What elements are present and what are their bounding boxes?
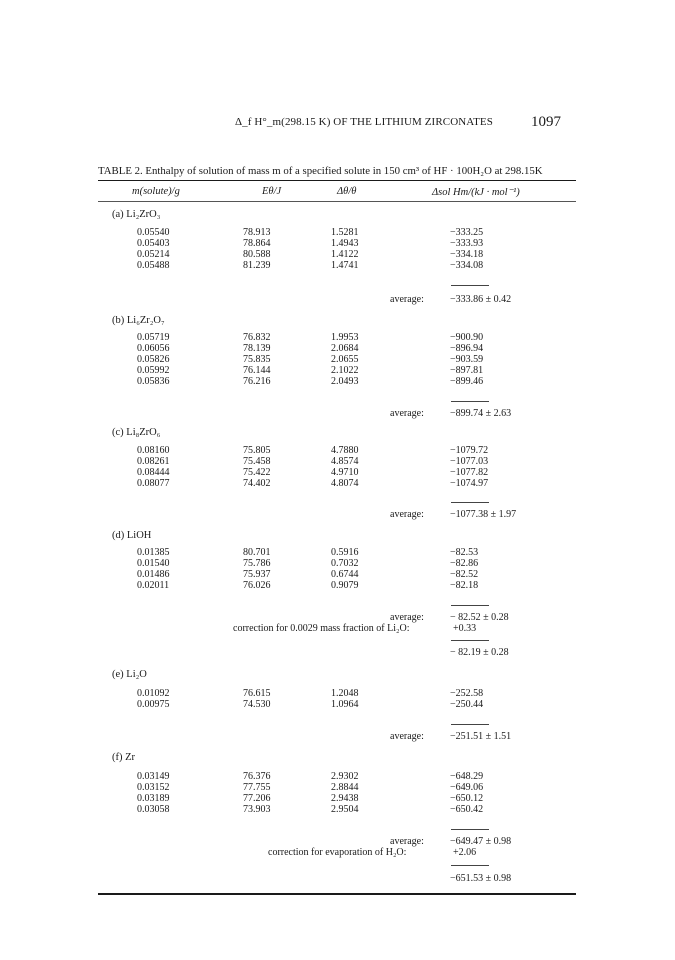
table-cell: 0.01092 — [137, 688, 170, 699]
table-cell: 4.9710 — [331, 467, 359, 478]
table-cell: 2.9504 — [331, 804, 359, 815]
correction-label-f: correction for evaporation of H₂O: — [268, 847, 407, 858]
table-cell: 4.8074 — [331, 478, 359, 489]
section-label-e: (e) Li₂O — [112, 669, 147, 680]
average-value-a: −333.86 ± 0.42 — [450, 294, 512, 305]
table-bottom-rule — [98, 893, 576, 895]
average-label: average: — [390, 836, 424, 847]
table-cell: 4.8574 — [331, 456, 359, 467]
table-cell: 75.937 — [243, 569, 271, 580]
table-cell: −900.90 — [450, 332, 484, 343]
table-cell: 77.206 — [243, 793, 271, 804]
average-label: average: — [390, 294, 424, 305]
header-mass: m(solute)/g — [132, 186, 180, 197]
table-cell: 78.913 — [243, 227, 271, 238]
sum-line — [451, 285, 489, 286]
average-label: average: — [390, 731, 424, 742]
correction-value-f: +2.06 — [453, 847, 477, 858]
table-cell: −897.81 — [450, 365, 484, 376]
table-cell: 1.4943 — [331, 238, 359, 249]
average-value-c: −1077.38 ± 1.97 — [450, 509, 517, 520]
table-cell: 74.530 — [243, 699, 271, 710]
table-cell: 0.08261 — [137, 456, 170, 467]
table-cell: 0.02011 — [137, 580, 170, 591]
table-cell: 81.239 — [243, 260, 271, 271]
table-cell: 0.7032 — [331, 558, 359, 569]
table-cell: −899.46 — [450, 376, 484, 387]
table-cell: 76.832 — [243, 332, 271, 343]
table-cell: 0.03152 — [137, 782, 170, 793]
table-cell: 80.588 — [243, 249, 271, 260]
header-delta-theta: Δθ/θ — [337, 186, 357, 197]
table-cell: 2.1022 — [331, 365, 359, 376]
average-value-b: −899.74 ± 2.63 — [450, 408, 512, 419]
table-cell: 0.9079 — [331, 580, 359, 591]
average-value-d: − 82.52 ± 0.28 — [450, 612, 509, 623]
table-cell: 1.0964 — [331, 699, 359, 710]
average-value-e: −251.51 ± 1.51 — [450, 731, 512, 742]
table-cell: 0.08077 — [137, 478, 170, 489]
table-cell: −82.86 — [450, 558, 479, 569]
table-cell: 0.05214 — [137, 249, 170, 260]
table-header-rule — [98, 201, 576, 202]
final-value-d: − 82.19 ± 0.28 — [450, 647, 509, 658]
table-cell: 76.376 — [243, 771, 271, 782]
section-label-a: (a) Li₂ZrO₃ — [112, 209, 161, 220]
table-cell: 0.01486 — [137, 569, 170, 580]
table-cell: 78.864 — [243, 238, 271, 249]
correction-label-d: correction for 0.0029 mass fraction of Li₂O: — [233, 623, 410, 634]
table-cell: 75.835 — [243, 354, 271, 365]
sum-line — [451, 502, 489, 503]
table-cell: −334.08 — [450, 260, 484, 271]
table-cell: −82.53 — [450, 547, 479, 558]
table-cell: −333.25 — [450, 227, 484, 238]
table-cell: −648.29 — [450, 771, 484, 782]
table-cell: 2.0493 — [331, 376, 359, 387]
table-cell: 76.144 — [243, 365, 271, 376]
table-cell: 0.01385 — [137, 547, 170, 558]
table-cell: 1.4741 — [331, 260, 359, 271]
table-cell: 75.422 — [243, 467, 271, 478]
table-cell: −1079.72 — [450, 445, 489, 456]
sum-line — [451, 829, 489, 830]
section-label-c: (c) Li₈ZrO₆ — [112, 427, 161, 438]
table-cell: 0.03149 — [137, 771, 170, 782]
table-cell: 75.805 — [243, 445, 271, 456]
page-number: 1097 — [531, 114, 561, 130]
table-cell: 78.139 — [243, 343, 271, 354]
table-cell: −82.52 — [450, 569, 479, 580]
table-cell: 0.01540 — [137, 558, 170, 569]
correction-value-d: +0.33 — [453, 623, 477, 634]
sum-line — [451, 865, 489, 866]
sum-line — [451, 605, 489, 606]
sum-line — [451, 401, 489, 402]
table-cell: 0.05403 — [137, 238, 170, 249]
table-cell: −252.58 — [450, 688, 484, 699]
table-cell: −82.18 — [450, 580, 479, 591]
table-cell: 0.06056 — [137, 343, 170, 354]
table-cell: −650.42 — [450, 804, 484, 815]
final-value-f: −651.53 ± 0.98 — [450, 873, 512, 884]
table-cell: −650.12 — [450, 793, 484, 804]
table-cell: 77.755 — [243, 782, 271, 793]
table-cell: 74.402 — [243, 478, 271, 489]
table-cell: 0.05826 — [137, 354, 170, 365]
table-cell: 4.7880 — [331, 445, 359, 456]
section-label-d: (d) LiOH — [112, 530, 152, 541]
header-enthalpy: Δsol Hm/(kJ · mol⁻¹) — [432, 187, 520, 198]
section-label-f: (f) Zr — [112, 752, 136, 763]
table-cell: 0.6744 — [331, 569, 359, 580]
table-cell: 0.08160 — [137, 445, 170, 456]
sum-line — [451, 640, 489, 641]
table-cell: 75.786 — [243, 558, 271, 569]
average-label: average: — [390, 408, 424, 419]
average-label: average: — [390, 509, 424, 520]
table-cell: 1.5281 — [331, 227, 359, 238]
table-cell: 76.216 — [243, 376, 271, 387]
table-cell: 73.903 — [243, 804, 271, 815]
table-cell: 2.0655 — [331, 354, 359, 365]
table-cell: 1.2048 — [331, 688, 359, 699]
table-cell: −1074.97 — [450, 478, 489, 489]
table-top-rule — [98, 180, 576, 181]
table-cell: 2.9438 — [331, 793, 359, 804]
table-cell: 75.458 — [243, 456, 271, 467]
table-cell: 0.00975 — [137, 699, 170, 710]
table-cell: 1.9953 — [331, 332, 359, 343]
table-cell: 0.05488 — [137, 260, 170, 271]
table-cell: 0.05719 — [137, 332, 170, 343]
table-cell: 2.9302 — [331, 771, 359, 782]
table-cell: −1077.03 — [450, 456, 489, 467]
table-cell: −649.06 — [450, 782, 484, 793]
table-cell: −903.59 — [450, 354, 484, 365]
table-cell: 0.03058 — [137, 804, 170, 815]
table-cell: 76.615 — [243, 688, 271, 699]
table-cell: −334.18 — [450, 249, 484, 260]
average-label: average: — [390, 612, 424, 623]
sum-line — [451, 724, 489, 725]
table-cell: 0.08444 — [137, 467, 170, 478]
average-value-f: −649.47 ± 0.98 — [450, 836, 512, 847]
table-cell: 0.05540 — [137, 227, 170, 238]
table-cell: 2.0684 — [331, 343, 359, 354]
table-cell: 0.05992 — [137, 365, 170, 376]
table-cell: −333.93 — [450, 238, 484, 249]
running-title: Δ_f H°_m(298.15 K) OF THE LITHIUM ZIRCONATES — [235, 116, 493, 128]
table-cell: 1.4122 — [331, 249, 359, 260]
table-cell: 80.701 — [243, 547, 271, 558]
table-cell: 0.05836 — [137, 376, 170, 387]
table-cell: 76.026 — [243, 580, 271, 591]
table-cell: 2.8844 — [331, 782, 359, 793]
section-label-b: (b) Li₆Zr₂O₇ — [112, 315, 165, 326]
running-head — [0, 116, 675, 136]
table-cell: −896.94 — [450, 343, 484, 354]
table-cell: −250.44 — [450, 699, 484, 710]
header-energy: Eθ/J — [262, 186, 282, 197]
table-cell: 0.03189 — [137, 793, 170, 804]
table-cell: −1077.82 — [450, 467, 489, 478]
table-caption: TABLE 2. Enthalpy of solution of mass m of a specified solute in 150 cm³ of HF · 100H₂O at 298.15K — [98, 165, 543, 177]
table-cell: 0.5916 — [331, 547, 359, 558]
